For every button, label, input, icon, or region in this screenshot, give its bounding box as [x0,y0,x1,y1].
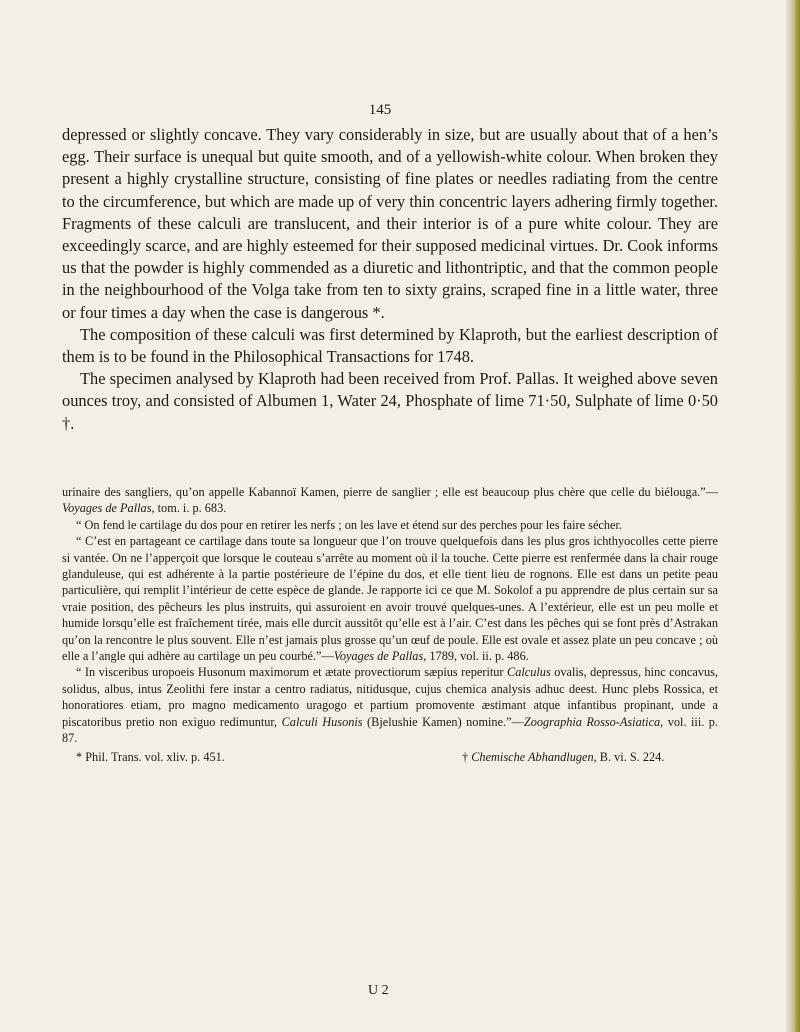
note-latin: “ In visceribus uropoeis Husonum maximorum et ætate provectiorum sæpius reperitur Calculus ovalis, depressus, hinc concavus, solidus, albus, intus Zeolithi fere instar a centro radiatus, nitidusque, cujus chemica analysis adhuc deest. Hunc plebs Rossica, et honoratiores etiam, pro magno medicamento uragogo et partium promovente æstimant atque infantibus propinant, unde a piscatoribus pretio non exiguo redimuntur, Calculi Husonis (Bjelushie Kamen) nomine.”—Zoographia Rosso-Asiatica, vol. iii. p. 87. [62,665,719,746]
signature-mark: U 2 [368,983,389,998]
footnote-dagger: † Chemische Abhandlugen, B. vi. S. 224. [462,749,665,764]
paragraph-3: The specimen analysed by Klaproth had been received from Prof. Pallas. It weighed above seven ounces troy, and consisted of Albumen 1, Water 24, Phosphate of lime 71·50, Sulphate of lime 0·50 †. [62,369,718,433]
notes-section [62,484,718,765]
note-continuation: urinaire des sangliers, qu’on appelle Kabannoï Kamen, pierre de sanglier ; elle est beaucoup plus chère que celle du biélouga.”—Voyages de Pallas, tom. i. p. 683. [62,485,718,516]
paragraph-2: The composition of these calculi was first determined by Klaproth, but the earliest description of them is to be found in the Philosophical Transactions for 1748. [62,324,718,367]
page-edge [786,0,800,1032]
footnote-star: * Phil. Trans. vol. xliv. p. 451. [76,749,225,764]
note-stone-position: “ C’est en partageant ce cartilage dans toute sa longueur que l’on trouve quelquefois dans les plus gros ichthyocolles cette pierre si vantée. On ne l’apperçoit que lorsque le couteau s’arrête au moment où il la touche. Cette pierre est renfermée dans la chair rouge glanduleuse, qui est adhérente à la partie postérieure de l’épine du dos, et elle tient lieu de rognons. Elle est dans un petite peau particulière, qui remplit l’intérieur de cette espèce de glande. Je rapporte ici ce que M. Sokolof a pu apprendre de plus certain sur sa vraie position, des pêcheurs les plus instruits, qui assuroient en avoir trouvé quelques-unes. A l’extérieur, elle est un peu molle et humide lorsqu’elle est fraîchement tirée, mais elle durcit aussitôt qu’elle est à l’air. C’est dans les pêches qui se font près d’Astrakan qu’on la rencontre le plus souvent. Elle n’est jamais plus grosse qu’un œuf de poule. Elle est ovale et assez plate un peu concave ; où elle a l’angle qui adhère au cartilage un peu courbé.”—Voyages de Pallas, 1789, vol. ii. p. 486. [62,534,718,664]
footnotes [62,749,718,765]
main-text [62,124,718,435]
note-cartilage: “ On fend le cartilage du dos pour en retirer les nerfs ; on les lave et étend sur des perches pour les faire sécher. [76,517,622,532]
paragraph-1: depressed or slightly concave. They vary considerably in size, but are usually about that of a hen’s egg. Their surface is unequal but quite smooth, and of a yellowish-white colour. When broken they present a highly crystalline structure, consisting of fine plates or needles radiating from the centre to the circumference, but which are made up of very thin concentric layers adhering firmly together. Fragments of these calculi are translucent, and their interior is of a pure white colour. They are exceedingly scarce, and are highly esteemed for their supposed medicinal virtues. Dr. Cook informs us that the powder is highly commended as a diuretic and lithontriptic, and that the common people in the neighbourhood of the Volga take from ten to sixty grains, scraped fine in a little water, three or four times a day when the case is dangerous *. [62,125,718,322]
page-number: 145 [368,102,392,118]
